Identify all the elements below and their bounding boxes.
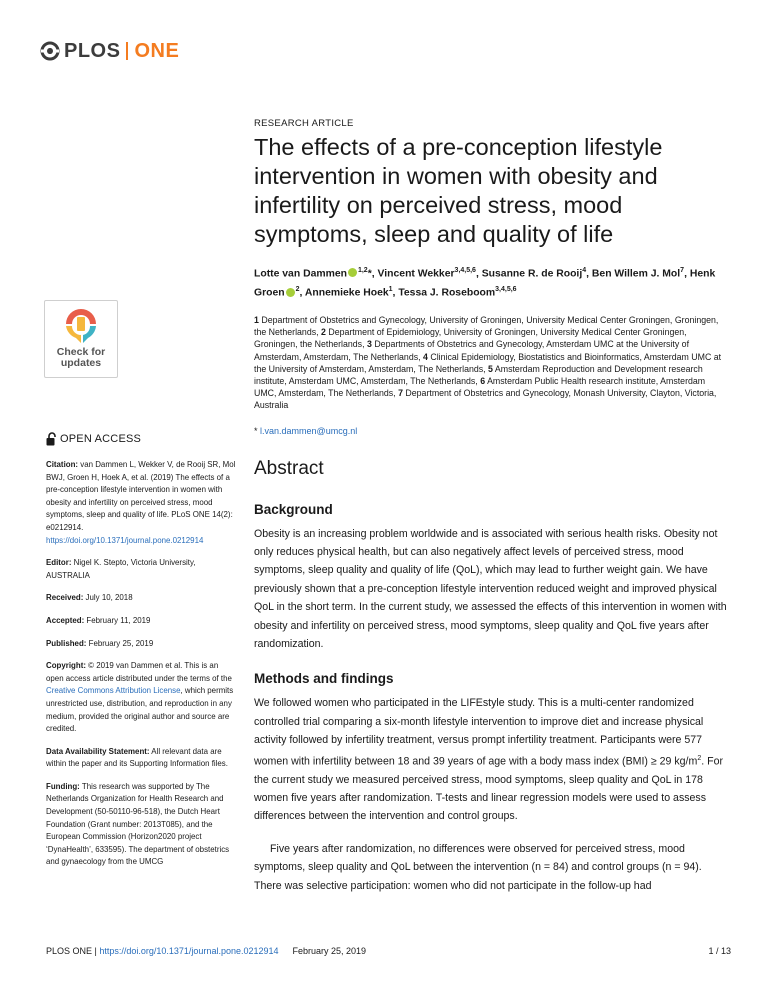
footer-date: February 25, 2019: [292, 946, 367, 956]
author-name: Ben Willem J. Mol: [591, 268, 681, 280]
affiliation-number: 6: [480, 375, 486, 386]
author-name: Tessa J. Roseboom: [398, 287, 496, 299]
data-availability-block: Data Availability Statement: All relevant data are within the paper and its Supporting Information files.: [46, 745, 228, 769]
affiliation-number: 3: [366, 339, 372, 350]
sidebar: [46, 432, 236, 878]
affiliation-number: 1: [254, 314, 259, 325]
citation-block: Citation: van Dammen L, Wekker V, de Rooij SR, Mol BWJ, Groen H, Hoek A, et al. (2019) The effects of a pre-conception lifestyle intervention in women with obesity and infertility on perceived stress, mood symptoms, sleep and quality of life. PLoS ONE 14(2): e0212914. https://doi.org/10.1371/journal.pone.0212914: [46, 459, 236, 545]
author-name: Henk Groen: [254, 268, 716, 299]
logo-divider: [126, 42, 128, 60]
affiliation-text: Clinical Epidemiology, Biostatistics and Bioinformatics, Amsterdam UMC at the University of Amsterdam, Amsterdam, The Netherlands,: [254, 351, 722, 374]
citation-doi-link[interactable]: https://doi.org/10.1371/journal.pone.0212914: [46, 534, 204, 545]
abstract-heading: Abstract: [254, 457, 324, 479]
affiliation-number: 5: [488, 363, 493, 374]
author-affiliation-sup: 3,4,5,6: [495, 286, 517, 294]
received-block: Received: July 10, 2018: [46, 592, 133, 603]
logo-one: ONE: [134, 39, 180, 62]
author-affiliation-sup: 4: [582, 267, 587, 274]
orcid-icon[interactable]: [348, 268, 357, 277]
footer-doi-link[interactable]: https://doi.org/10.1371/journal.pone.0212914: [99, 946, 279, 956]
author-affiliation-sup: 1: [388, 286, 393, 294]
corresponding-mark: *: [367, 268, 372, 280]
funding-block: Funding: This research was supported by The Netherlands Organization for Health Research and Development (50-50110-96-518), the Dutch Heart Foundation (Grant number: 2013T085), and the European Commission (Horizon2020 project ‘DynaHealth’, 633595). The department of obstetrics and gynaecology from the UMCG: [46, 780, 230, 867]
background-heading: Background: [254, 501, 333, 517]
author-name: Annemieke Hoek: [304, 287, 389, 299]
affiliations: [254, 314, 729, 412]
orcid-icon[interactable]: [286, 288, 295, 297]
logo-plos: PLOS: [64, 39, 121, 62]
background-text: Obesity is an increasing problem worldwide and is associated with serious health risks. Obesity not only reduces physical health, but can also negatively affect levels of perceived stress, mood symptoms, sleep quality and quality of life (QoL), which may lead to further weight gain. We have previously shown that a pre-conception lifestyle intervention reduced weight and improved physical QoL in the short term. In the current study, we assessed the effects of this intervention in women with obesity and infertility on perceived stress, mood symptoms, sleep quality and QoL five years after randomization.: [254, 527, 727, 650]
accepted-block: Accepted: February 11, 2019: [46, 614, 151, 625]
email-link[interactable]: l.van.dammen@umcg.nl: [260, 425, 358, 436]
crossmark-icon: [64, 307, 98, 345]
affiliation-number: 7: [398, 388, 403, 399]
author-affiliation-sup: 3,4,5,6: [454, 267, 476, 274]
article-title: The effects of a pre-conception lifestyle intervention in women with obesity and infertility on perceived stress, mood symptoms, sleep and quality of life: [254, 134, 663, 247]
affiliation-text: Departments of Obstetrics and Gynecology, Amsterdam UMC at the University of Amsterdam, Amsterdam, The Netherlands,: [254, 339, 690, 362]
affiliation-text: Department of Epidemiology, University of Groningen, University Medical Center Groningen, Groningen, the Netherlands,: [254, 327, 687, 350]
methods-text: We followed women who participated in the LIFEstyle study. This is a multi-center randomized controlled trial comparing a six-month lifestyle intervention to improve diet and increase physical activity followed by infertility treatment, versus prompt infertility treatment. Participants were 577 women with infertility between 18 and 39 years of age with a body mass index (BMI) ≥ 29 $kg/m^2$. For the current study we measured perceived stress, mood symptoms, sleep quality and QoL in 178 women five years after randomization. T-tests and linear regression models were used to assess differences between the intervention and control groups.: [254, 697, 724, 823]
open-access-label: OPEN ACCESS: [46, 432, 236, 446]
check-for-updates-badge[interactable]: [44, 300, 118, 378]
footer-journal: PLOS ONE |: [46, 946, 100, 956]
affiliation-number: 4: [423, 351, 428, 362]
plos-logo-icon: [40, 41, 60, 61]
affiliation-text: Department of Obstetrics and Gynecology, University of Groningen, University Medical Center Groningen, Groningen, the Netherlands,: [254, 314, 719, 338]
page-footer: [46, 946, 731, 956]
affiliation-number: 2: [321, 327, 326, 338]
main-column: [254, 118, 729, 909]
author-name: Susanne R. de Rooij: [481, 268, 583, 280]
corresponding-email: * l.van.dammen@umcg.nl: [254, 425, 358, 436]
author-affiliation-sup: 1,2: [357, 267, 368, 274]
methods-text-2: Five years after randomization, no differences were observed for perceived stress, mood symptoms, sleep quality and QoL between the intervention (n = 84) and control groups (n = 94). There was selective participation: women who did not participate in the follow-up had: [254, 842, 702, 892]
author-name: Lotte van Dammen: [254, 268, 347, 280]
author-affiliation-sup: 2: [295, 286, 300, 294]
published-block: Published: February 25, 2019: [46, 637, 154, 648]
affiliation-text: Department of Obstetrics and Gynecology, Monash University, Clayton, Victoria, Australia: [254, 388, 717, 411]
open-lock-icon: [46, 432, 57, 446]
plos-one-logo: [40, 38, 179, 64]
check-for-updates-label: Check for updates: [56, 346, 106, 369]
author-list: Lotte van Dammen $^{1,2}$*, Vincent Wekker$^{3,4,5,6}$, Susanne R. de Rooij$^4$, Ben Willem J. Mol$^7$, Henk Groen $^2$, Annemieke Hoek$^1$, Tessa J. Roseboom$^{3,4,5,6}$: [254, 267, 716, 299]
editor-block: Editor: Nigel K. Stepto, Victoria University, AUSTRALIA: [46, 557, 196, 580]
methods-heading: Methods and findings: [254, 671, 394, 687]
copyright-block: Copyright: © 2019 van Dammen et al. This is an open access article distributed under the terms of the Creative Commons Attribution License, which permits unrestricted use, distribution, and reproduction in any medium, provided the original author and source are credited.: [46, 660, 234, 734]
author-name: Vincent Wekker: [377, 268, 455, 280]
author-affiliation-sup: 7: [680, 267, 685, 274]
article-type: RESEARCH ARTICLE: [254, 118, 354, 129]
affiliation-text: Amsterdam Public Health research institute, Amsterdam UMC, Amsterdam, The Netherlands,: [254, 375, 706, 399]
cc-license-link[interactable]: Creative Commons Attribution License: [46, 685, 181, 696]
affiliation-text: Amsterdam Reproduction and Development research institute, Amsterdam UMC, Amsterdam, The Netherlands,: [254, 363, 703, 386]
page-number: 1 / 13: [708, 946, 731, 956]
